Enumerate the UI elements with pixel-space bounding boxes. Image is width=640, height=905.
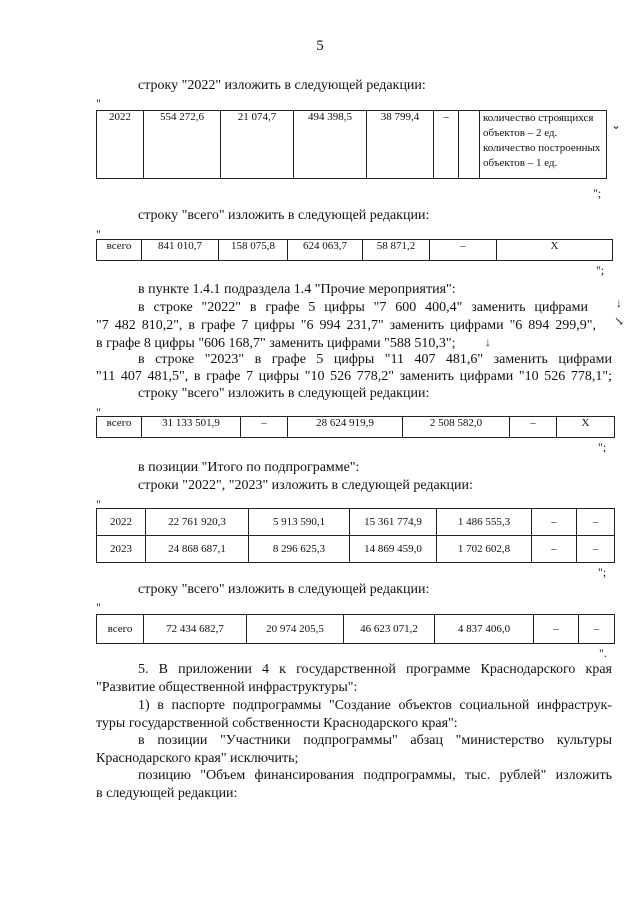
p3-line: 5. В приложении 4 к государственной программе Краснодарского края bbox=[138, 662, 612, 677]
cell: 494 398,5 bbox=[294, 111, 367, 179]
cell: – bbox=[532, 536, 577, 563]
p1-line: в строке "2022" в графе 5 цифры "7 600 400,4" заменить цифрами bbox=[138, 300, 588, 315]
cell: 1 486 555,3 bbox=[437, 509, 532, 536]
cell: 2 508 582,0 bbox=[403, 417, 510, 438]
p2-line: строки "2022", "2023" изложить в следующей редакции: bbox=[138, 478, 473, 493]
cell: 21 074,7 bbox=[221, 111, 294, 179]
cell: 20 974 205,5 bbox=[247, 615, 344, 644]
cell: – bbox=[579, 615, 615, 644]
block3-table bbox=[96, 416, 615, 438]
cell: 624 063,7 bbox=[288, 240, 363, 261]
cell: – bbox=[534, 615, 579, 644]
note-cell bbox=[480, 111, 607, 179]
block5-table bbox=[96, 614, 615, 644]
p3-line: в следующей редакции: bbox=[96, 786, 238, 801]
block2-open-quote: " bbox=[96, 227, 101, 241]
block5-intro: строку "всего" изложить в следующей редакции: bbox=[138, 582, 430, 597]
margin-mark: ↓ bbox=[485, 335, 491, 349]
note-line: объектов – 1 ед. bbox=[483, 157, 558, 169]
note-line: количество построенных bbox=[483, 142, 601, 154]
block3-close-quote: "; bbox=[598, 440, 607, 454]
cell: 158 075,8 bbox=[219, 240, 288, 261]
p1-line: строку "всего" изложить в следующей редакции: bbox=[138, 386, 430, 401]
block1-open-quote: " bbox=[96, 96, 101, 110]
cell: – bbox=[241, 417, 288, 438]
block2-close-quote: "; bbox=[596, 263, 605, 277]
note-line: объектов – 2 ед. bbox=[483, 127, 558, 139]
p3-line: "Развитие общественной инфраструктуры": bbox=[96, 680, 358, 695]
cell: – bbox=[577, 536, 615, 563]
cell: 58 871,2 bbox=[363, 240, 430, 261]
note-line: количество строящихся bbox=[483, 112, 594, 124]
block4-close-quote: "; bbox=[598, 565, 607, 579]
p1-line: "7 482 810,2", в графе 7 цифры "6 994 231,7" заменить цифрами "6 894 299,9", bbox=[96, 318, 596, 333]
page-number: 5 bbox=[316, 38, 324, 54]
table-row bbox=[97, 536, 615, 563]
cell: – bbox=[430, 240, 497, 261]
block1-intro: строку "2022" изложить в следующей редакции: bbox=[138, 78, 426, 93]
p1-line: в строке "2023" в графе 5 цифры "11 407 481,6" заменить цифрами bbox=[138, 352, 612, 367]
block2-intro: строку "всего" изложить в следующей редакции: bbox=[138, 208, 430, 223]
margin-mark: ⌄ bbox=[611, 118, 622, 132]
block1-close-quote: "; bbox=[593, 186, 602, 200]
p3-line: 1) в паспорте подпрограммы "Создание объектов социальной инфраструк- bbox=[138, 698, 612, 713]
cell: 22 761 920,3 bbox=[146, 509, 249, 536]
cell: – bbox=[577, 509, 615, 536]
cell: 46 623 071,2 bbox=[344, 615, 435, 644]
margin-mark: ↓ bbox=[616, 296, 622, 310]
cell: 28 624 919,9 bbox=[288, 417, 403, 438]
block4-open-quote: " bbox=[96, 497, 101, 511]
cell: всего bbox=[97, 615, 144, 644]
cell: 38 799,4 bbox=[367, 111, 434, 179]
cell: 5 913 590,1 bbox=[249, 509, 350, 536]
cell: 31 133 501,9 bbox=[142, 417, 241, 438]
block2-table bbox=[96, 239, 613, 261]
block1-table bbox=[96, 110, 607, 179]
block4-table bbox=[96, 508, 615, 563]
cell: 4 837 406,0 bbox=[435, 615, 534, 644]
cell: X bbox=[497, 240, 613, 261]
p3-line: Краснодарского края" исключить; bbox=[96, 751, 299, 766]
cell: 2022 bbox=[97, 509, 146, 536]
cell: 8 296 625,3 bbox=[249, 536, 350, 563]
p1-line: в пункте 1.4.1 подраздела 1.4 "Прочие мероприятия": bbox=[138, 282, 456, 297]
cell: 72 434 682,7 bbox=[144, 615, 247, 644]
cell: – bbox=[434, 111, 459, 179]
p2-line: в позиции "Итого по подпрограмме": bbox=[138, 460, 360, 475]
cell: 15 361 774,9 bbox=[350, 509, 437, 536]
p1-line: в графе 8 цифры "606 168,7" заменить цифрами "588 510,3"; bbox=[96, 336, 456, 351]
p3-line: позицию "Объем финансирования подпрограммы, тыс. рублей" изложить bbox=[138, 768, 612, 783]
cell: всего bbox=[97, 417, 142, 438]
margin-mark: ↘ bbox=[614, 314, 625, 328]
cell: 841 010,7 bbox=[142, 240, 219, 261]
block5-open-quote: " bbox=[96, 600, 101, 614]
cell: 1 702 602,8 bbox=[437, 536, 532, 563]
block3-open-quote: " bbox=[96, 405, 101, 419]
p3-line: в позиции "Участники подпрограммы" абзац "министерство культуры bbox=[138, 733, 612, 748]
cell: всего bbox=[97, 240, 142, 261]
p1-line: "11 407 481,5", в графе 7 цифры "10 526 778,2" заменить цифрами "10 526 778,1"; bbox=[96, 369, 612, 384]
cell: 2022 bbox=[97, 111, 144, 179]
cell: – bbox=[510, 417, 557, 438]
block5-close-quote: ". bbox=[599, 646, 607, 660]
cell: 24 868 687,1 bbox=[146, 536, 249, 563]
cell: 2023 bbox=[97, 536, 146, 563]
cell: X bbox=[557, 417, 615, 438]
cell: 14 869 459,0 bbox=[350, 536, 437, 563]
table-row bbox=[97, 509, 615, 536]
p3-line: туры государственной собственности Краснодарского края": bbox=[96, 716, 458, 731]
cell: 554 272,6 bbox=[144, 111, 221, 179]
cell: – bbox=[532, 509, 577, 536]
cell bbox=[459, 111, 480, 179]
